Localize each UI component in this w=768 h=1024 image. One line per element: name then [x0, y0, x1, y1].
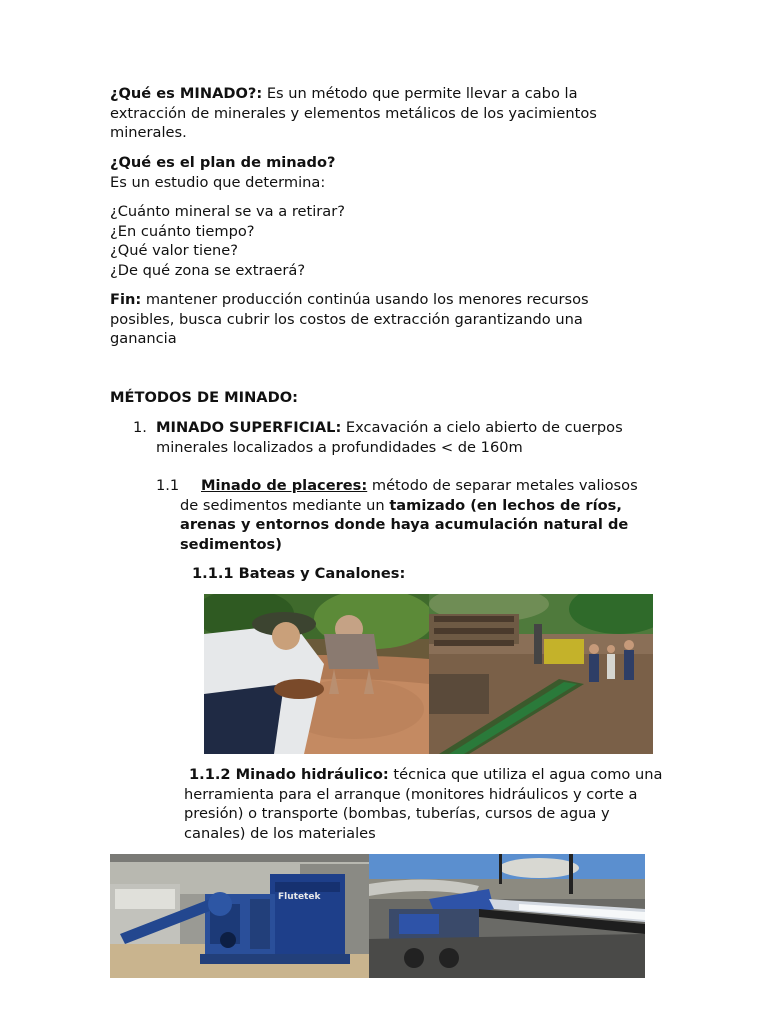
item-surface-mining — [156, 418, 656, 457]
item1-label: MINADO SUPERFICIAL: — [156, 419, 342, 436]
pump-brand-text: Flutetek — [278, 892, 321, 902]
question-mining-plan: ¿Qué es el plan de minado? — [110, 154, 336, 171]
item11-text: método de separar metales valiosos de sedimentos mediante un — [180, 477, 638, 514]
hydraulic-monitor-photo — [369, 854, 645, 978]
item-bateas-canalones: 1.1.1 Bateas y Canalones: — [192, 565, 406, 582]
item11-bold: tamizado (en lechos de ríos, arenas y entornos donde haya acumulación natural de sedimentos) — [180, 496, 629, 553]
sluice-photo — [429, 594, 653, 754]
answer-what-is-mining: Es un método que permite llevar a cabo la extracción de minerales y elementos metálicos de los yacimientos minerales. — [110, 85, 597, 141]
question-item: ¿Cuánto mineral se va a retirar? — [110, 203, 345, 220]
question-list — [110, 202, 640, 280]
answer-mining-plan: Es un estudio que determina: — [110, 173, 326, 191]
item-placer-mining — [180, 476, 660, 554]
paragraph-what-is-mining — [110, 84, 640, 143]
pump-photo — [110, 854, 369, 978]
panning-photo — [204, 594, 429, 754]
paragraph-mining-plan — [110, 153, 640, 192]
item112-text: técnica que utiliza el agua como una herramienta para el arranque (monitores hidráulicos y corte a presión) o transporte (bombas, tuberías, cursos de agua y canales) de los materiales — [184, 766, 663, 842]
fin-text: mantener producción continúa usando los menores recursos posibles, busca cubrir los costos de extracción garantizando una ganancia — [110, 291, 589, 347]
question-item: ¿Qué valor tiene? — [110, 242, 239, 259]
question-item: ¿De qué zona se extraerá? — [110, 261, 306, 279]
paragraph-fin — [110, 290, 640, 349]
item1-text: Excavación a cielo abierto de cuerpos minerales localizados a profundidades < de 160m — [156, 419, 623, 456]
item1-number: 1. — [133, 419, 147, 436]
item-hydraulic-mining — [184, 765, 664, 843]
fin-label: Fin: — [110, 291, 142, 308]
question-what-is-mining: ¿Qué es MINADO?: — [110, 85, 263, 102]
item11-number: 1.1 — [156, 477, 180, 494]
item11-label: Minado de placeres: — [201, 477, 368, 494]
question-item: ¿En cuánto tiempo? — [110, 222, 255, 240]
item112-label: 1.1.2 Minado hidráulico: — [189, 766, 389, 783]
methods-heading: MÉTODOS DE MINADO: — [110, 389, 298, 406]
